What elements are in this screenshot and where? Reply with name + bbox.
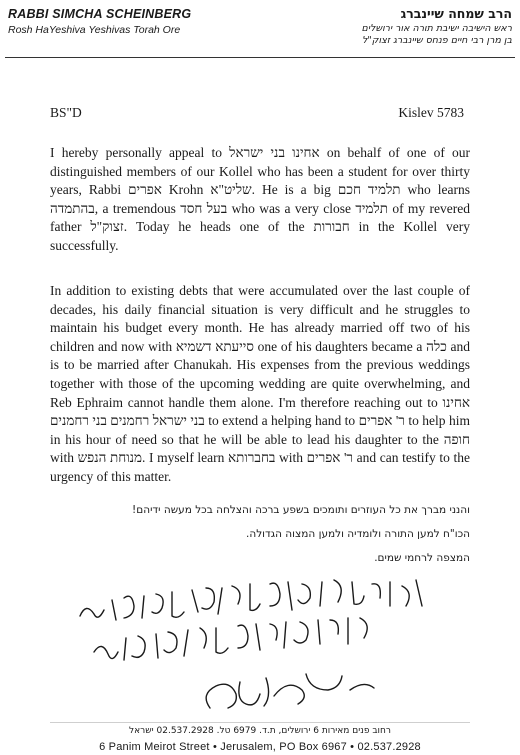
rabbi-name-he: הרב שמחה שיינברג xyxy=(400,6,512,21)
bsd-mark: BS"D xyxy=(50,105,82,120)
hebrew-hope-line: המצפה לרחמי שמים. xyxy=(374,552,470,564)
paragraph-2: In addition to existing debts that were accumulated over the last couple of decades, his daily financial situation is very difficult and he struggles to maintain his budget every month. He has already married off two of his children and now with סייעתא דשמיא one of his daughters became a כלה and is to be married after Chanukah. His expenses from the previous weddings together with those of the upcoming wedding are quite overwhelming, and Reb Ephraim cannot handle them alone. I'm therefore reaching out to אחינו בני ישראל רחמנים בני רחמנים to extend a helping hand to ר' אפרים to help him in his hour of need so that he will be able to lead his daughter to the חופה with מנוחת הנפש. I myself learn בחברותא with ר' אפרים and can testify to the urgency of this matter. xyxy=(50,283,470,484)
handwritten-signature xyxy=(60,578,460,718)
letterhead-left xyxy=(8,7,191,36)
footer-divider xyxy=(50,722,470,723)
footer-address-en: 6 Panim Meirot Street • Jerusalem, PO Box 6967 • 02.537.2928 xyxy=(99,741,421,753)
header-divider xyxy=(5,57,515,58)
rabbi-title-en: Rosh HaYeshiva Yeshivas Torah Ore xyxy=(8,24,181,36)
hebrew-blessing-line: והנני מברך את כל העוזרים ותומכים בשפע ברכה והצלחה בכל מעשה ידיהם! xyxy=(132,504,470,516)
rabbi-lineage-he: בן מרן רבי חיים פנחס שיינברג זצוק"ל xyxy=(361,35,512,46)
footer-address-he: רחוב פנים מאירות 6 ירושלים, ת.ד. 6979 טל. 02.537.2928 ישראל xyxy=(129,726,391,736)
paragraph-1: I hereby personally appeal to אחינו בני ישראל on behalf of one of our distinguished members of our Kollel who has been a student for over thirty years, Rabbi אפרים Krohn שליט"א. He is a big תלמיד חכם who learns בהתמדה, a tremendous בעל חסד who was a very close תלמיד of my revered father זצוק"ל. Today he heads one of the חבורות in the Kollel very successfully. xyxy=(50,145,471,253)
hebrew-sign-line: הכו"ח למען התורה ולומדיה ולמען המצוה הגדולה. xyxy=(246,528,470,540)
rabbi-title-he: ראש הישיבה ישיבת תורה אור ירושלים xyxy=(361,23,512,34)
letter-date: Kislev 5783 xyxy=(398,105,464,120)
rabbi-name-en: RABBI SIMCHA SCHEINBERG xyxy=(8,7,192,21)
letterhead-right xyxy=(362,6,512,46)
hebrew-closing xyxy=(50,498,470,570)
